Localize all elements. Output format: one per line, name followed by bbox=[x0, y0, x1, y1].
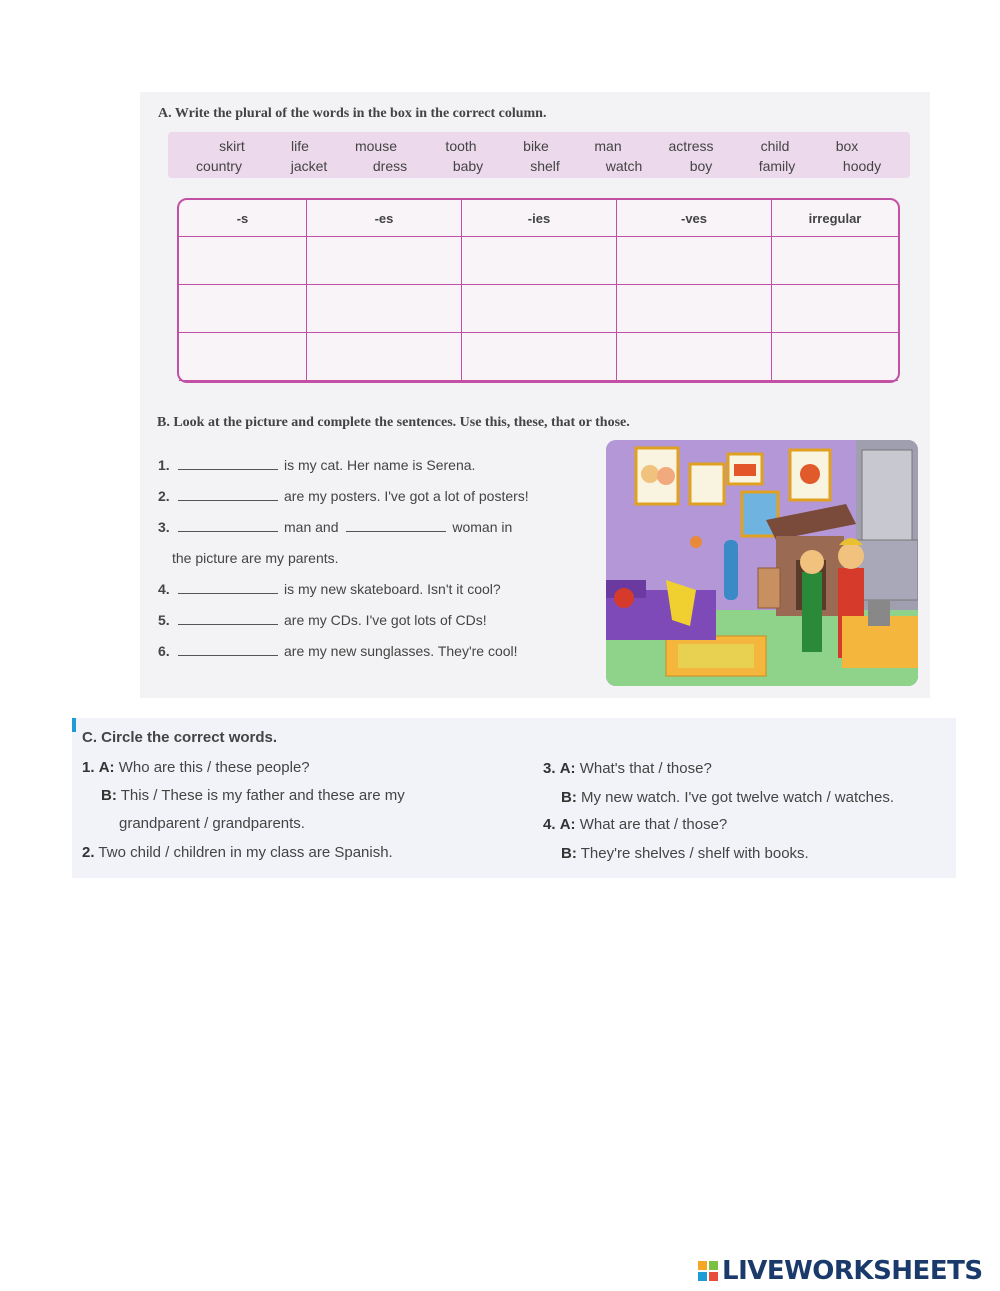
question-text[interactable]: What's that / those? bbox=[579, 760, 712, 777]
question-1a bbox=[82, 759, 310, 776]
table-header-row bbox=[179, 200, 898, 237]
section-c-accent bbox=[72, 718, 76, 732]
word: watch bbox=[605, 158, 643, 174]
word: bike bbox=[523, 138, 549, 154]
word-box-row-1 bbox=[168, 138, 910, 158]
sentence-number: 4. bbox=[158, 581, 170, 597]
table-row bbox=[179, 237, 898, 285]
word: family bbox=[758, 158, 796, 174]
answer-cell[interactable] bbox=[617, 333, 772, 381]
answer-cell[interactable] bbox=[772, 333, 898, 381]
sentence-2 bbox=[158, 488, 529, 504]
question-text[interactable]: grandparent / grandparents. bbox=[119, 815, 305, 832]
question-text[interactable]: Who are this / these people? bbox=[118, 759, 310, 776]
answer-cell[interactable] bbox=[772, 285, 898, 333]
answer-cell[interactable] bbox=[179, 285, 307, 333]
word: child bbox=[760, 138, 790, 154]
logo-grid-icon bbox=[698, 1261, 718, 1281]
sentence-5 bbox=[158, 612, 487, 628]
sentence-text: is my new skateboard. Isn't it cool? bbox=[284, 581, 501, 597]
question-number: 2. bbox=[82, 844, 95, 861]
answer-blank[interactable] bbox=[178, 488, 278, 501]
word: box bbox=[835, 138, 859, 154]
logo-text: LIVEWORKSHEETS bbox=[722, 1256, 983, 1286]
sentence-3-continued bbox=[172, 550, 339, 566]
logo-square bbox=[698, 1261, 707, 1270]
question-text[interactable]: They're shelves / shelf with books. bbox=[580, 845, 809, 862]
answer-blank[interactable] bbox=[178, 519, 278, 532]
word: man bbox=[594, 138, 622, 154]
word: skirt bbox=[219, 138, 245, 154]
answer-blank[interactable] bbox=[178, 457, 278, 470]
word: actress bbox=[668, 138, 714, 154]
answer-blank[interactable] bbox=[178, 612, 278, 625]
column-header-ies: -ies bbox=[462, 200, 617, 237]
table-row bbox=[179, 285, 898, 333]
word: tooth bbox=[445, 138, 477, 154]
word: country bbox=[196, 158, 242, 174]
word-box bbox=[168, 132, 910, 178]
sentence-text: woman in bbox=[452, 519, 513, 535]
section-b-title: B. Look at the picture and complete the sentences. Use this, these, that or those. bbox=[157, 415, 630, 430]
sentence-4 bbox=[158, 581, 501, 597]
word: mouse bbox=[354, 138, 398, 154]
sentence-text: the picture are my parents. bbox=[172, 550, 339, 566]
answer-cell[interactable] bbox=[617, 285, 772, 333]
sentence-6 bbox=[158, 643, 518, 659]
speaker-label: B: bbox=[561, 845, 577, 862]
question-1b bbox=[101, 787, 405, 804]
word: hoody bbox=[842, 158, 882, 174]
question-number: 3. bbox=[543, 760, 556, 777]
word-box-row-2 bbox=[168, 158, 910, 178]
answer-cell[interactable] bbox=[307, 237, 462, 285]
answer-cell[interactable] bbox=[462, 333, 617, 381]
sentence-text: are my posters. I've got a lot of posters! bbox=[284, 488, 529, 504]
question-3a bbox=[543, 760, 712, 777]
question-text[interactable]: What are that / those? bbox=[579, 816, 728, 833]
sentence-number: 3. bbox=[158, 519, 170, 535]
column-header-s: -s bbox=[179, 200, 307, 237]
column-header-irregular: irregular bbox=[772, 200, 898, 237]
word: life bbox=[291, 138, 309, 154]
logo-square bbox=[698, 1272, 707, 1281]
answer-cell[interactable] bbox=[462, 237, 617, 285]
word: shelf bbox=[530, 158, 560, 174]
sentence-number: 2. bbox=[158, 488, 170, 504]
answer-cell[interactable] bbox=[179, 237, 307, 285]
sentence-number: 1. bbox=[158, 457, 170, 473]
answer-cell[interactable] bbox=[307, 333, 462, 381]
logo-square bbox=[709, 1261, 718, 1270]
sentence-1 bbox=[158, 457, 475, 473]
answer-cell[interactable] bbox=[179, 333, 307, 381]
question-number: 1. bbox=[82, 759, 95, 776]
speaker-label: B: bbox=[561, 789, 577, 806]
speaker-label: A: bbox=[98, 759, 115, 776]
question-2 bbox=[82, 844, 393, 861]
word: baby bbox=[452, 158, 484, 174]
answer-cell[interactable] bbox=[772, 237, 898, 285]
sentence-number: 6. bbox=[158, 643, 170, 659]
sentence-text: are my new sunglasses. They're cool! bbox=[284, 643, 518, 659]
sentence-text: man and bbox=[284, 519, 339, 535]
answer-blank[interactable] bbox=[178, 643, 278, 656]
question-1c bbox=[119, 815, 305, 832]
bedroom-picture bbox=[606, 440, 918, 686]
sentence-text: is my cat. Her name is Serena. bbox=[284, 457, 476, 473]
speaker-label: B: bbox=[101, 787, 117, 804]
table-row bbox=[179, 333, 898, 381]
section-a-title: A. Write the plural of the words in the box in the correct column. bbox=[158, 106, 547, 121]
answer-blank[interactable] bbox=[178, 581, 278, 594]
speaker-label: A: bbox=[559, 760, 576, 777]
liveworksheets-logo[interactable] bbox=[698, 1256, 983, 1286]
answer-cell[interactable] bbox=[307, 285, 462, 333]
answer-blank[interactable] bbox=[346, 519, 446, 532]
question-4a bbox=[543, 816, 727, 833]
word: jacket bbox=[290, 158, 328, 174]
sentence-number: 5. bbox=[158, 612, 170, 628]
answer-cell[interactable] bbox=[462, 285, 617, 333]
column-header-es: -es bbox=[307, 200, 462, 237]
word: dress bbox=[372, 158, 408, 174]
question-number: 4. bbox=[543, 816, 556, 833]
sentence-text: are my CDs. I've got lots of CDs! bbox=[284, 612, 487, 628]
question-text[interactable]: My new watch. I've got twelve watch / watches. bbox=[581, 789, 894, 806]
question-4b bbox=[561, 845, 809, 862]
section-c-title: C. Circle the correct words. bbox=[82, 729, 278, 746]
bedroom-illustration bbox=[606, 440, 918, 686]
speaker-label: A: bbox=[559, 816, 576, 833]
question-text[interactable]: Two child / children in my class are Spanish. bbox=[98, 844, 393, 861]
plural-table bbox=[177, 198, 900, 383]
logo-square bbox=[709, 1272, 718, 1281]
word: boy bbox=[689, 158, 713, 174]
question-3b bbox=[561, 789, 894, 806]
question-text[interactable]: This / These is my father and these are my bbox=[120, 787, 405, 804]
answer-cell[interactable] bbox=[617, 237, 772, 285]
sentence-3 bbox=[158, 519, 512, 535]
column-header-ves: -ves bbox=[617, 200, 772, 237]
